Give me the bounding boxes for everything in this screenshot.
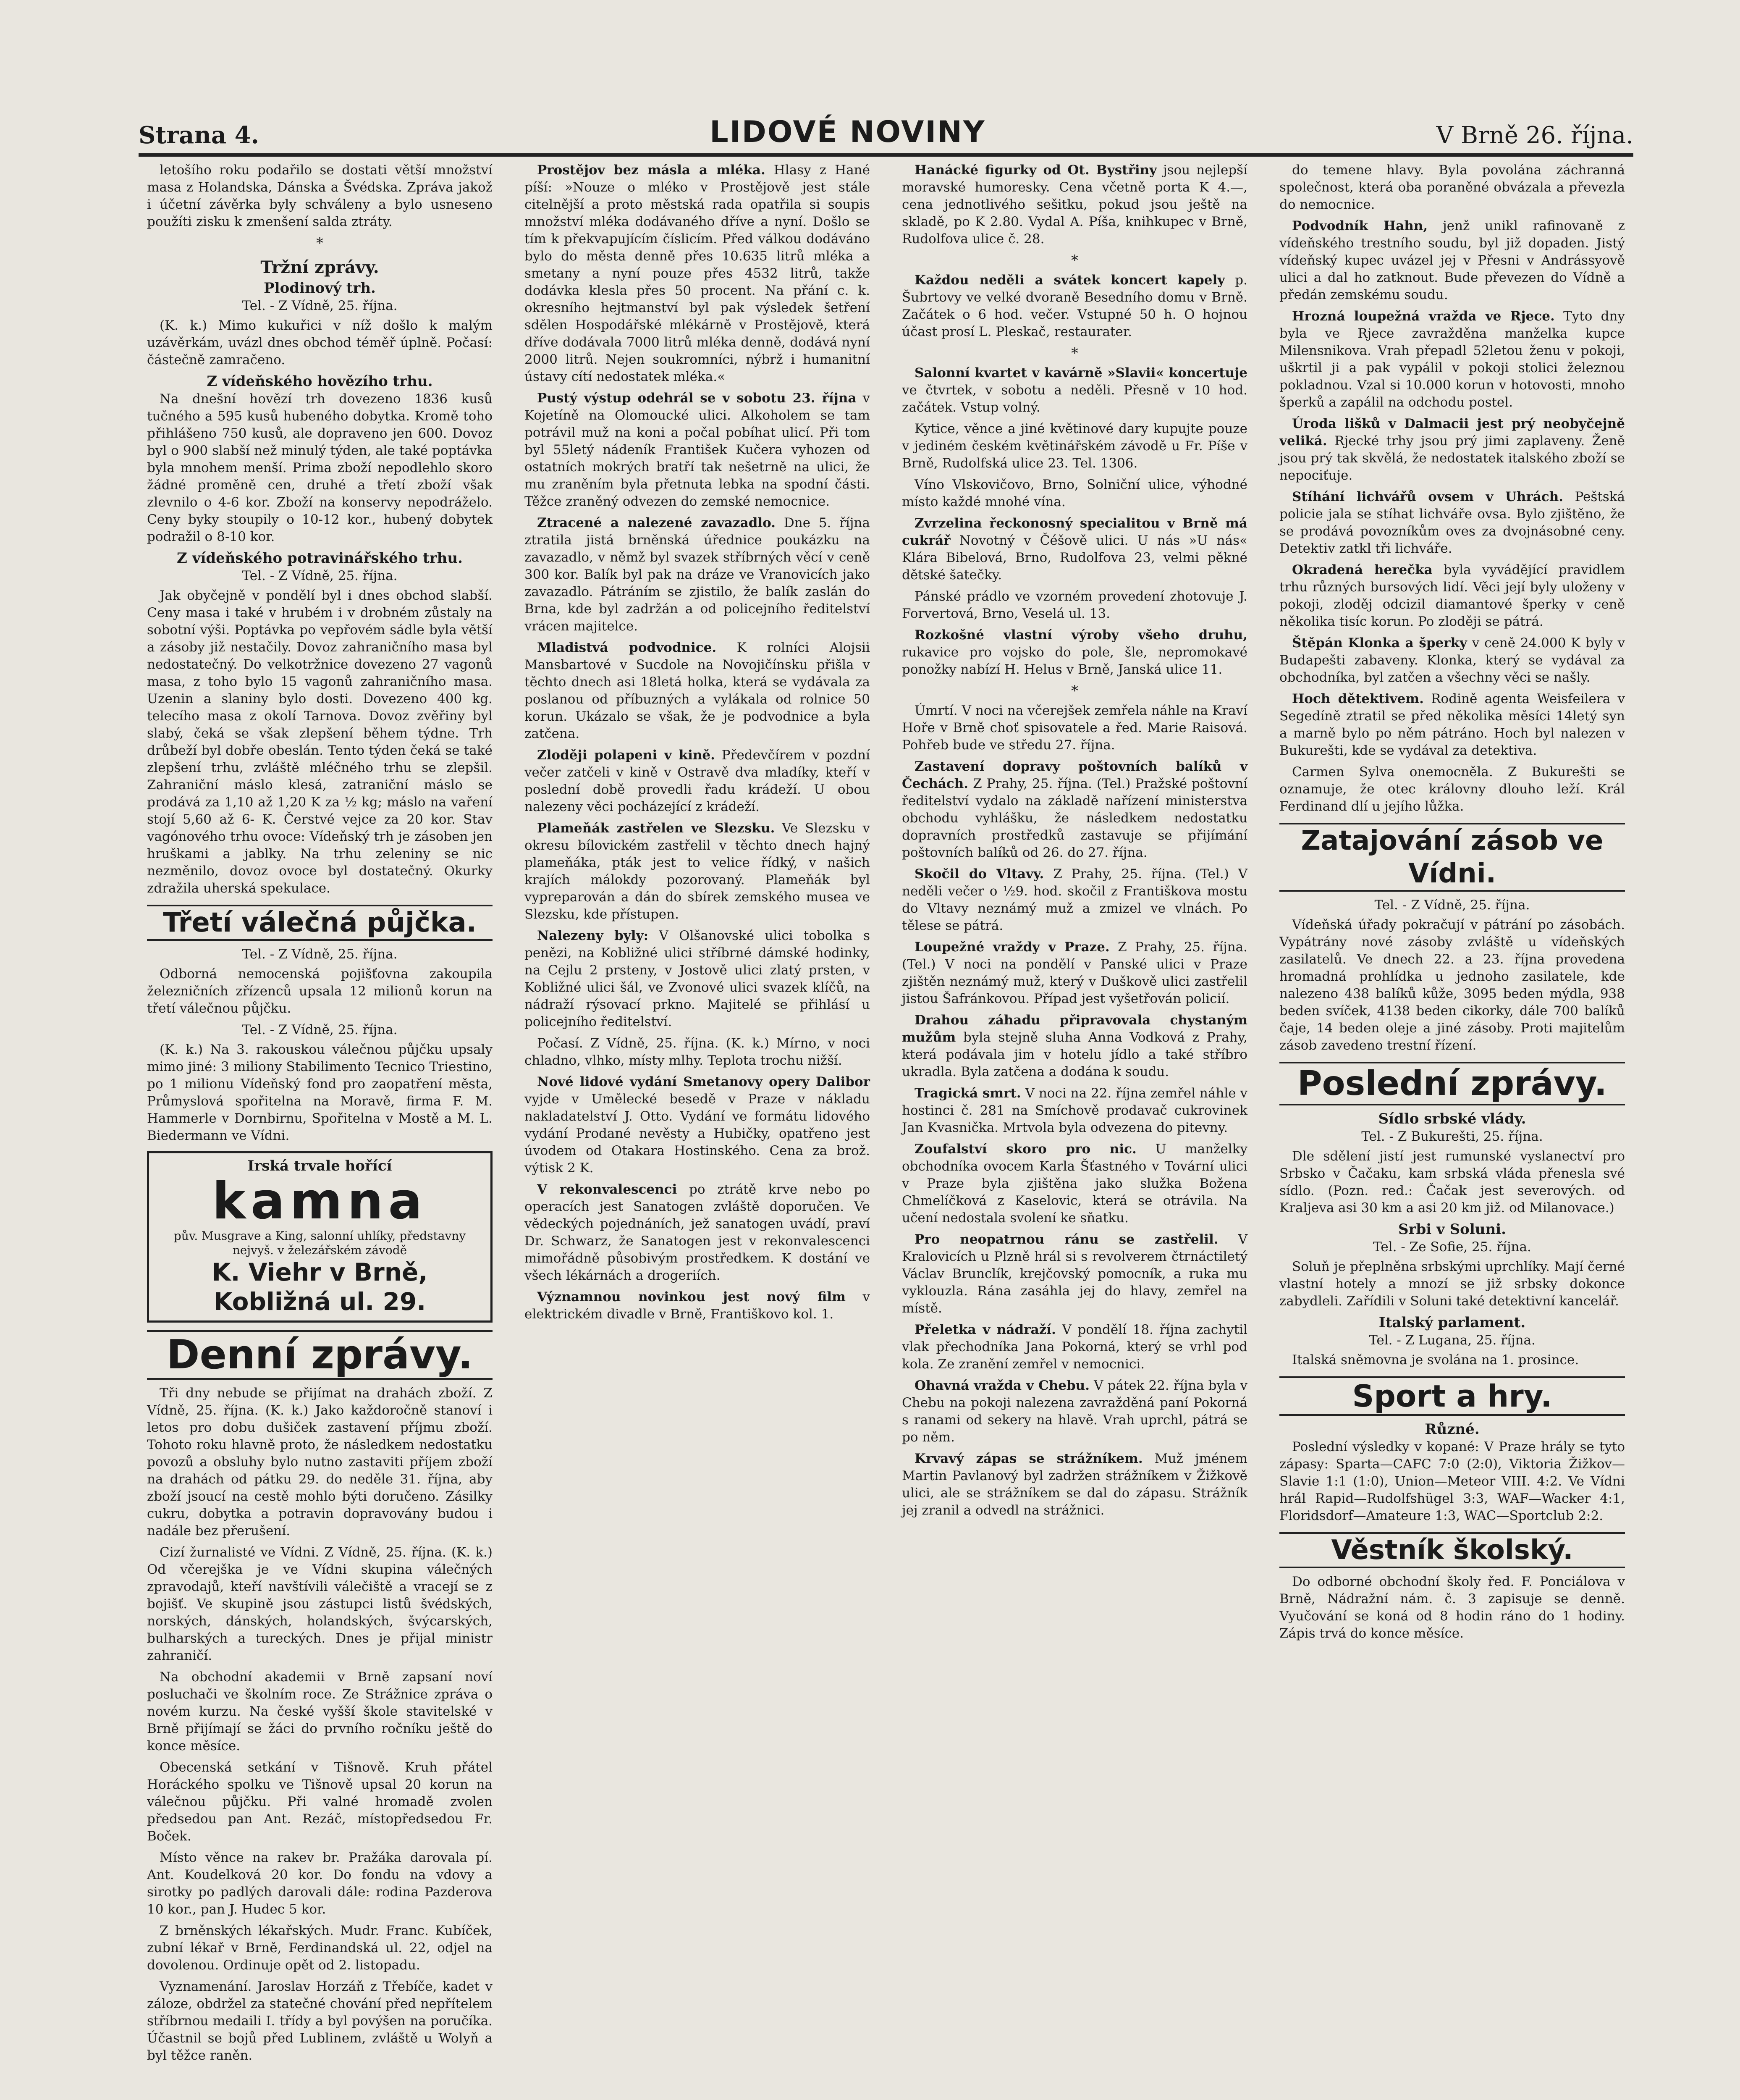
article-lead: Tragická smrt. xyxy=(915,1086,1021,1101)
section-separator: * xyxy=(316,235,323,252)
newspaper-title: LIDOVÉ NOVINY xyxy=(710,115,986,149)
article-lead: Přeletka v nádraží. xyxy=(915,1322,1056,1337)
ad-description: pův. Musgrave a King, salonní uhlíky, představny nejvyš. v železářském závodě xyxy=(173,1229,466,1257)
article-paragraph: Italská sněmovna je svolána na 1. prosince. xyxy=(1292,1352,1579,1368)
section-heading: Tržní zprávy. xyxy=(260,257,379,277)
article-lead: Okradená herečka xyxy=(1292,562,1433,578)
article-paragraph xyxy=(902,1085,1247,1137)
article-paragraph xyxy=(524,1289,870,1323)
article-lead: V rekonvalescenci xyxy=(537,1182,677,1197)
section-heading: Třetí válečná půjčka. xyxy=(147,905,493,941)
article-text: p. Šubrtovy ve velké dvoraně Besedního domu v Brně. Začátek o 6 hod. večer. Vstupné 50 h. O hojnou účast prosí L. Pleskač, restaurater. xyxy=(902,273,1247,339)
article-paragraph: Cizí žurnalisté ve Vídni. Z Vídně, 25. října. (K. k.) Od včerejška je ve Vídni skupina válečných zpravodajů, kteří navštívili válečiště a vracejí se z bojišť. Ve skupině jsou zástupci listů švédských, norských, dánských, holandských, švýcarských, bulharských a tureckých. Dnes je přijal ministr zahraničí. xyxy=(147,1545,493,1663)
dateline: Tel. - Z Vídně, 25. října. xyxy=(242,1022,398,1037)
article-text: V pondělí 18. října zachytil vlak přechodníka Jana Pokorná, který se vrhl pod kola. Ze zranění zemřel v nemocnici. xyxy=(902,1322,1247,1372)
subsection-heading: Srbi v Soluni. xyxy=(1398,1221,1506,1238)
article-text: U manželky obchodníka ovocem Karla Šťastného v Tovární ulici v Praze byla zjištěna jako služka Božena Chmelíčková z Kaselovic, která se otrávila. Na učení nedostala svolení ke sňatku. xyxy=(902,1142,1247,1226)
article-lead: Plameňák zastřelen ve Slezsku. xyxy=(537,821,775,836)
article-paragraph xyxy=(524,514,870,635)
dateline: Tel. - Z Vídně, 25. října. xyxy=(242,947,398,962)
article-text: Rodině agenta Weisfeilera v Segedíně ztratil se před několika měsíci 14letý syn a marně bylo po něm pátráno. Hoch byl nalezen v Bukurešti, kde se vydával za detektiva. xyxy=(1279,691,1625,758)
section-heading: Poslední zprávy. xyxy=(1279,1062,1625,1105)
advertisement xyxy=(147,1151,493,1323)
article-lead: Krvavý zápas se strážníkem. xyxy=(915,1451,1143,1466)
article-lead: Ohavná vražda v Chebu. xyxy=(915,1378,1090,1393)
article-lead: Nové lidové vydání Smetanovy opery Dalibor xyxy=(537,1074,870,1089)
article-lead: Hrozná loupežná vražda ve Rjece. xyxy=(1292,309,1555,324)
article-paragraph xyxy=(1279,308,1625,411)
subsection-heading: Italský parlament. xyxy=(1378,1314,1526,1331)
article-lead: Pro neopatrnou ránu se zastřelil. xyxy=(915,1232,1219,1247)
article-text: K rolníci Alojsii Mansbartové v Sucdole na Novojičínsku přišla v těchto dnech asi 18letá holka, která se vydávala za poslanou od příbuzných a vylákala od rolnice 50 korun. Ukázalo se však, že je podvodnice a byla zatčena. xyxy=(524,640,870,741)
article-paragraph: Na obchodní akademii v Brně zapsaní noví posluchači ve školním roce. Ze Strážnice zpráva o novém kurzu. Na české vyšší škole stavitelské v Brně přijímají se žáci do prvního ročníku ještě do konce měsíce. xyxy=(147,1670,493,1754)
article-lead: Loupežné vraždy v Praze. xyxy=(915,940,1110,955)
article-text: Tyto dny byla ve Rjece zavražděna manželka kupce Milensnikova. Vrah přepadl 52letou ženu v pokoji, uškrtil ji a pak vypálil v pokoji stolici železnou pokladnou. Vzal si 10.000 korun v hotovosti, mnoho šperků a zapálil na odchodu postel. xyxy=(1279,309,1625,410)
article-lead: Úroda lišků v Dalmacii jest prý neobyčejně veliká. xyxy=(1279,416,1625,449)
section-separator: * xyxy=(1071,682,1078,699)
article-paragraph xyxy=(1279,218,1625,304)
article-paragraph xyxy=(902,758,1247,861)
article-paragraph: Soluň je přeplněna srbskými uprchlíky. Mají černé vlastní hotely a mnozí se již srbsky dokonce zabydleli. Zařídili v Soluni také detektivní kancelář. xyxy=(1279,1259,1625,1309)
article-paragraph xyxy=(902,1231,1247,1317)
article-lead: Zastavení dopravy poštovních balíků v Čechách. xyxy=(902,759,1247,791)
article-paragraph: Na dnešní hovězí trh dovezeno 1836 kusů tučného a 595 kusů hubeného dobytka. Kromě toho přihlášeno 750 kusů, ale dopraveno jen 600. Dovoz byl o 900 slabší než minulý týden, ale také poptávka byla mnohem menší. Prima zboží nepodlehlo skoro žádné proměně cen, druhé a třetí zboží však zlevnilo o 4-6 kor. Zboží na konservy nepodráželo. Ceny byky stoupily o 10-12 kor., hubený dobytek podražil o 8-10 kor. xyxy=(147,391,493,544)
section-heading: Sport a hry. xyxy=(1279,1376,1625,1416)
article-paragraph: Jak obyčejně v pondělí byl i dnes obchod slabší. Ceny masa i také v hrubém i v drobném zůstaly na sobotní výši. Poptávka po vepřovém sádle byla větší a zásoby již nestačily. Dovoz zahraničního masa byl nedostatečný. Do velkotržnice dovezeno 27 vagonů masa, z toho bylo 15 vagonů zahraničního masa. Uzenin a slaniny bylo dosti. Dovezeno 400 kg. telecího masa z okolí Tarnova. Dovoz zvěřiny byl slabý, čeká se však zlepšení během týdne. Trh drůbeží byl dobře obeslán. Tento týden čeká se také zlepšení trhu, zvláště mléčného trhu se zlepšil. Zahraniční máslo klesá, zatraniční máslo se prodává za 1,10 až 1,20 K za ½ kg; máslo na vaření stojí 5,60 až 6- K. Čerstvé vejce za 20 kor. Stav vagónového trhu ovoce: Vídeňský trh je zásoben jen hruškami a jablky. Na trhu zeleniny se nic nezměnilo, dovoz ovoce byl dostatečný. Okurky zdražila uherská spekulace. xyxy=(147,588,493,896)
article-text: Hlasy z Hané píší: »Nouze o mléko v Prostějově jest stále citelnější a proto městská rada opatřila si soupis množství mléka dodávaného dříve a nyní. Došlo se tím k překvapujícím číslicím. Před válkou dodáváno bylo do města denně přes 10.635 litrů mléka a smetany a nyní pouze přes 4532 litrů, takže dodávka klesla přes 50 procent. Na přání c. k. okresního hejtmanství byl pak výsledek šetření sdělen Hospodářské mlékárně v Prostějově, která dříve dodávala 7000 litrů mléka denně, dodává nyní 2000 litrů. Nejen soukromníci, nýbrž i humanitní ústavy cítí nedostatek mléka.« xyxy=(524,163,870,384)
section-separator: * xyxy=(1071,345,1078,362)
article-lead: Hoch dětektivem. xyxy=(1292,691,1424,706)
article-lead: Stíhání lichvářů ovsem v Uhrách. xyxy=(1292,489,1564,504)
article-paragraph: Dle sdělení jistí jest rumunské vyslanectví pro Srbsko v Čačaku, kam srbská vláda přenesla své sídlo. (Pozn. red.: Čačak jest severových. od Kraljeva asi 30 km a asi 20 km již. od Milanovace.) xyxy=(1279,1149,1625,1215)
article-text: Předevčírem v pozdní večer zatčeli v kině v Ostravě dva mladíky, kteří v poslední době provedli řadu krádeží. U obou nalezeny věci pocházející z krádeží. xyxy=(524,748,870,814)
ad-address: K. Viehr v Brně, Kobližná ul. 29. xyxy=(212,1258,428,1316)
article-text: ve čtvrtek, v sobotu a neděli. Přesně v 10 hod. začátek. Vstup volný. xyxy=(902,383,1247,415)
article-lead: Významnou novinkou jest nový film xyxy=(537,1289,846,1305)
article-text: v Kojetíně na Olomoucké ulici. Alkoholem se tam potrávil muž na koni a počal pobíhat ulicí. Při tom byl 55letý nádeník František Kučera vyhozen od ostatních mokrých bratří tak nešetrně na ulici, že mu zraněním byla přetnuta lebka na spodní části. Těžce zraněný odvezen do zemské nemocnice. xyxy=(524,391,870,509)
dateline: Tel. - Z Vídně, 25. října. xyxy=(242,568,398,583)
article-text: jenž unikl rafinovaně z vídeňského trestního soudu, byl již dopaden. Jistý vídeňský kupec uvázel jej v Přesni v Andrássyově ulici a dal ho zatknout. Bude převezen do Vídně a předán zemskému soudu. xyxy=(1279,218,1625,302)
article-paragraph xyxy=(524,820,870,923)
article-lead: Mladistvá podvodnice. xyxy=(537,640,717,655)
masthead xyxy=(139,103,1633,157)
article-text: Peštská policie jala se stíhat lichváře ovsa. Bylo zjištěno, že se prodává povozníkům oves za dvojnásobné ceny. Detektiv zatkl tři lichváře. xyxy=(1279,489,1625,556)
article-text: Ve Slezsku v okresu bílovickém zastřelil v těchto dnech hajný plameňáka, pták jest to velice řídký, v našich krajích málokdy pozorovaný. Plameňák byl vypreparován a dán do sbírek zemského musea ve Slezsku, kde přístupen. xyxy=(524,821,870,922)
article-paragraph xyxy=(524,747,870,816)
article-text: V noci na 22. října zemřel náhle v hostinci č. 281 na Smíchově prodavač cukrovinek Jan Kvasnička. Mrtvola byla odvezena do pitevny. xyxy=(902,1086,1247,1135)
columns xyxy=(139,162,1633,2100)
article-paragraph: (K. k.) Mimo kukuřici v níž došlo k malým uzávěrkám, uvázl dnes obchod téměř úplně. Počasí: částečně zamračeno. xyxy=(147,318,493,368)
article-text: rukavice pro vojsko do pole, šle, nepromokavé ponožky nabízí H. Helus v Brně, Janská ulice 11. xyxy=(902,645,1247,677)
article-text: v elektrickém divadle v Brně, Františkovo kol. 1. xyxy=(524,1289,870,1322)
article-text: Muž jménem Martin Pavlanový byl zadržen strážníkem v Žižkově ulici, ale se strážníkem se dal do zápasu. Strážník jej zranil a odvedl na strážnici. xyxy=(902,1451,1248,1518)
article-lead: Pustý výstup odehrál se v sobotu 23. října xyxy=(537,391,857,406)
article-text: Rjecké trhy jsou prý jimi zaplaveny. Ženě jsou prý tak skvělá, že nedostatek italského zboží se nepociťuje. xyxy=(1279,433,1625,483)
article-paragraph xyxy=(1279,488,1625,557)
article-paragraph: Úmrtí. V noci na včerejšek zemřela náhle na Kraví Hoře v Brně choť spisovatele a řed. Marie Raisová. Pohřeb bude ve středu 27. října. xyxy=(902,703,1247,753)
column-3 xyxy=(894,162,1256,2100)
subsection-heading: Z vídeňského hovězího trhu. xyxy=(207,373,433,390)
article-text: vyjde v Umělecké besedě v Praze v nákladu nakladatelství J. Otto. Vydání ve formátu lidového vydání Prodané nevěsty a Hubičky, opatřeno jest úvodem od Otakara Hostinského. Cena za brož. výtisk 2 K. xyxy=(524,1092,870,1176)
issue-date: V Brně 26. října. xyxy=(1436,122,1633,149)
page-number: Strana 4. xyxy=(139,121,259,149)
article-lead: Drahou záhadu připravovala chystaným mužům xyxy=(902,1013,1247,1045)
dateline: Tel. - Ze Sofie, 25. října. xyxy=(1373,1239,1531,1255)
article-paragraph xyxy=(524,162,870,386)
article-paragraph: do temene hlavy. Byla povolána záchranná společnost, která oba poraněné obvázala a převezla do nemocnice. xyxy=(1279,163,1625,212)
subsection-heading: Různé. xyxy=(1425,1421,1480,1438)
article-text: Dne 5. října ztratila jistá brněnská úřednice poukázku na zavazadlo, v němž byl svazek stříbrných věcí v ceně 300 kor. Balík byl pak na dráze ve Vranovicích jako zavazadlo. Pátráním se zjistilo, že balík zaslán do Brna, kde byl zadržán a od policejního ředitelství vrácen majitelce. xyxy=(524,515,870,634)
section-heading: Zatajování zásob ve Vídni. xyxy=(1279,823,1625,892)
column-2 xyxy=(516,162,878,2100)
article-paragraph: Tři dny nebude se přijímat na drahách zboží. Z Vídně, 25. října. (K. k.) Jako každoročně stanoví i letos pro dobu dušiček zastavení příjmu zboží. Tohoto roku hlavně proto, že následkem nedostatku povozů a obsluhy bylo nutno zastaviti příjem zboží na drahách od pátku 29. do neděle 31. října, aby zboží jsoucí na cestě mohlo býti doručeno. Zásilky cukru, dobytka a potravin dopravovány budou i nadále bez přerušení. xyxy=(147,1386,493,1538)
dateline: Tel. - Z Vídně, 25. října. xyxy=(242,298,398,313)
column-1 xyxy=(139,162,501,2100)
article-paragraph xyxy=(902,365,1247,416)
article-lead: Každou neděli a svátek koncert kapely xyxy=(915,273,1225,288)
dateline: Tel. - Z Lugana, 25. října. xyxy=(1369,1333,1536,1348)
article-lead: Podvodník Hahn, xyxy=(1292,218,1428,234)
subsection-heading: Sídlo srbské vlády. xyxy=(1378,1110,1526,1127)
article-paragraph xyxy=(902,515,1247,584)
article-text: v ceně 24.000 K byly v Budapešti zabaveny. Klonka, který se vydával za obchodníka, byl zatčen a všechny věci se našly. xyxy=(1279,635,1625,685)
article-text: V pátek 22. října byla v Chebu na pokoji nalezena zavražděná paní Pokorná s ranami od sekery na hlavě. Vrah uprchl, pátrá se po něm. xyxy=(902,1378,1247,1445)
article-paragraph: Z brněnských lékařských. Mudr. Franc. Kubíček, zubní lékař v Brně, Ferdinandská ul. 22, odjel na dovolenou. Ordinuje opět od 2. listopadu. xyxy=(147,1923,493,1973)
article-paragraph: Vídeňská úřady pokračují v pátrání po zásobách. Vypátrány nové zásoby zvláště u vídeňských zasilatelů. Ve dnech 22. a 23. října provedena hromadná prohlídka u jednoho zasilatele, kde nalezeno 438 balíků kůže, 3095 beden mýdla, 938 beden svíček, 4138 beden cikorky, dále 700 balíků čaje, 14 beden oleje a jiné zásoby. Proti majitelům zásob zavedeno trestní řízení. xyxy=(1279,917,1625,1053)
article-paragraph xyxy=(524,390,870,510)
article-paragraph xyxy=(1279,635,1625,686)
article-paragraph xyxy=(524,639,870,743)
article-lead: Zvrzelina řeckonosný specialitou v Brně má cukrář xyxy=(902,516,1247,548)
article-paragraph: Carmen Sylva onemocněla. Z Bukurešti se oznamuje, že otec královny dlouho leží. Král Ferdinand dlí u jejího lůžka. xyxy=(1279,764,1625,814)
section-heading: Věstník školský. xyxy=(1279,1532,1625,1568)
article-paragraph xyxy=(902,866,1247,934)
article-paragraph xyxy=(524,1181,870,1284)
article-paragraph xyxy=(902,272,1247,341)
article-paragraph: Pánské prádlo ve vzorném provedení zhotovuje J. Forvertová, Brno, Veselá ul. 13. xyxy=(902,589,1247,621)
article-paragraph: Kytice, věnce a jiné květinové dary kupujte pouze v jediném českém květinářském závodě u Fr. Píše v Brně, Rudolfská ulice 23. Tel. 1306. xyxy=(902,421,1247,471)
article-paragraph: Do odborné obchodní školy řed. F. Ponciálova v Brně, Nádražní nám. č. 3 zapisuje se denně. Vyučování se koná od 8 hodin ráno do 1 hodiny. Zápis trvá do konce měsíce. xyxy=(1279,1574,1625,1641)
article-paragraph xyxy=(902,627,1247,678)
subsection-heading: Plodinový trh. xyxy=(264,280,376,297)
article-text: V Olšanovské ulici tobolka s penězi, na Kobližné ulici stříbrné dámské hodinky, na Cejlu 2 prsteny, v Jostově ulici zlatý prsten, v Kobližné ulici šál, ve Zvonové ulici svazek klíčů, na nádraží rýsovací prkno. Majitelé se přihlásí u policejního ředitelství. xyxy=(524,928,870,1029)
dateline: Tel. - Z Vídně, 25. října. xyxy=(1374,898,1530,913)
article-lead: Ztracené a nalezené zavazadlo. xyxy=(537,515,776,530)
ad-headline: kamna xyxy=(212,1172,427,1231)
article-text: Z Prahy, 25. října. (Tel.) V neděli večer o ½9. hod. skočil z Františkova mostu do Vltavy neznámý muž a zmizel ve vlnách. Po tělese se pátrá. xyxy=(902,866,1248,933)
section-heading: Denní zprávy. xyxy=(147,1330,493,1380)
column-4 xyxy=(1271,162,1633,2100)
article-lead: Štěpán Klonka a šperky xyxy=(1292,635,1467,651)
article-paragraph: letošího roku podařilo se dostati větší množství masa z Holandska, Dánska a Švédska. Zpráva jakož i účetní závěrka byly schváleny a bylo usneseno použíti zisku k zmenšení salda ztráty. xyxy=(147,163,493,229)
article-text: jsou nejlepší moravské humoresky. Cena včetně porta K 4.—, cena jednotlivého sešitku, pokud jsou ještě na skladě, po K 2.80. Vydal A. Píša, knihkupec v Brně, Rudolfova ulice č. 28. xyxy=(902,163,1248,247)
article-text: byla vyvádějící pravidlem trhu různých bursových lidí. Věci její byly uloženy v pokoji, zloděj odcizil diamantové šperky v ceně několika tisíc korun. Po zloději se pátrá. xyxy=(1279,562,1625,629)
article-paragraph: Odborná nemocenská pojišťovna zakoupila železničních zřízenců upsala 12 milionů korun na třetí válečnou půjčku. xyxy=(147,966,493,1016)
dateline: Tel. - Z Bukurešti, 25. října. xyxy=(1361,1129,1543,1144)
article-text: byla stejně sluha Anna Vodková z Prahy, která podávala jim v hotelu jídlo a také stříbro ukradla. Byla zatčena a dodána k soudu. xyxy=(902,1030,1248,1079)
article-paragraph xyxy=(902,1012,1247,1081)
ad-tagline: Irská trvale hořící xyxy=(247,1158,392,1174)
article-lead: Rozkošné vlastní výroby všeho druhu, xyxy=(915,627,1247,643)
section-separator: * xyxy=(1071,252,1078,269)
article-paragraph xyxy=(902,939,1247,1008)
article-text: po ztrátě krve nebo po operacích jest Sanatogen zvláště doporučen. Ve vědeckých pojednáních, jež sanatogen uvádí, praví Dr. Schwarz, že Sanatogen jest v rekonvalescenci mimořádně působivým prostředkem. K dostání ve všech lékárnách a drogeriích. xyxy=(524,1182,870,1283)
article-lead: Nalezeny byly: xyxy=(537,928,649,943)
article-paragraph: Poslední výsledky v kopané: V Praze hrály se tyto zápasy: Sparta—CAFC 7:0 (2:0), Viktoria Žižkov—Slavie 1:1 (1:0), Union—Meteor VIII. 4:2. Ve Vídni hrál Rapid—Rudolfshügel 3:3, WAF—Wacker 4:1, Floridsdorf—Amateure 1:3, WAC—Sportclub 2:2. xyxy=(1279,1439,1625,1523)
article-paragraph: (K. k.) Na 3. rakouskou válečnou půjčku upsaly mimo jiné: 3 miliony Stabilimento Tecnico Triestino, po 1 milionu Vídeňský fond pro zaopatření města, Průmyslová spořitelna na Moravě, firma F. M. Hammerle v Dornbirnu, Spořitelna v Mostě a M. L. Biedermann ve Vídni. xyxy=(147,1042,493,1143)
article-paragraph xyxy=(902,162,1247,248)
article-paragraph xyxy=(902,1377,1247,1446)
subsection-heading: Z vídeňského potravinářského trhu. xyxy=(177,550,463,567)
article-paragraph: Vyznamenání. Jaroslav Horzáň z Třebíče, kadet v záloze, obdržel za statečné chování před nepřítelem stříbrnou medaili I. třídy a byl povýšen na poručíka. Účastnil se bojů před Lublinem, zvláště u Wolyň a byl těžce raněn. xyxy=(147,1979,493,2063)
article-paragraph: Místo věnce na rakev br. Pražáka darovala pí. Ant. Koudelková 20 kor. Do fondu na vdovy a sirotky po padlých darovali dále: rodina Pazderova 10 kor., pan J. Hudec 5 kor. xyxy=(147,1850,493,1917)
article-text: Z Prahy, 25. října. (Tel.) V noci na pondělí v Panské ulici v Praze zjištěn neznámý muž, který v Duškově ulici zastřelil jistou Šafránkovou. Případ jest vyšetřován policií. xyxy=(902,940,1247,1006)
article-paragraph xyxy=(1279,415,1625,484)
article-lead: Hanácké figurky od Ot. Bystřiny xyxy=(915,163,1157,178)
article-lead: Prostějov bez másla a mléka. xyxy=(537,163,765,178)
article-paragraph: Obecenská setkání v Tišnově. Kruh přátel Horáckého spolku ve Tišnově upsal 20 korun na válečnou půjčku. Při valné hromadě zvolen předsedou pan Ant. Rezáč, místopředsedou Fr. Boček. xyxy=(147,1760,493,1844)
article-text: Novotný v Čéšově ulici. U nás »U nás« Klára Bibelová, Brno, Rudolfova 23, velmi pěkné dětské šatečky. xyxy=(902,533,1247,583)
weather-report: Počasí. Z Vídně, 25. října. (K. k.) Mírno, v noci chladno, vlhko, místy mlhy. Teplota trochu nižší. xyxy=(524,1036,870,1068)
article-paragraph xyxy=(902,1450,1247,1519)
article-text: V Kralovicích u Plzně hrál si s revolverem čtrnáctiletý Václav Brunclík, krejčovský pomocník, a ruka mu vyklouzla. Rána zasáhla jej do hlavy, zemřel na místě. xyxy=(902,1232,1247,1316)
article-paragraph: Víno Vlskovičovo, Brno, Solniční ulice, výhodné místo každé mnohé vína. xyxy=(902,477,1247,509)
article-paragraph xyxy=(902,1141,1247,1227)
article-lead: Skočil do Vltavy. xyxy=(915,866,1044,882)
article-paragraph xyxy=(902,1321,1247,1373)
article-paragraph xyxy=(524,1074,870,1177)
article-lead: Zoufalství skoro pro nic. xyxy=(915,1142,1137,1157)
article-lead: Zloději polapeni v kině. xyxy=(537,748,715,763)
article-paragraph xyxy=(1279,690,1625,759)
article-paragraph xyxy=(1279,562,1625,630)
article-lead: Salonní kvartet v kavárně »Slavii« koncertuje xyxy=(915,365,1247,381)
article-text: Z Prahy, 25. října. (Tel.) Pražské poštovní ředitelství vydalo na základě nařízení ministerstva obchodu vyhlášku, že následkem nedostatku dopravních prostředků zastavuje se přijímání poštovních balíků od 26. do 27. října. xyxy=(902,776,1247,860)
article-paragraph xyxy=(524,927,870,1031)
